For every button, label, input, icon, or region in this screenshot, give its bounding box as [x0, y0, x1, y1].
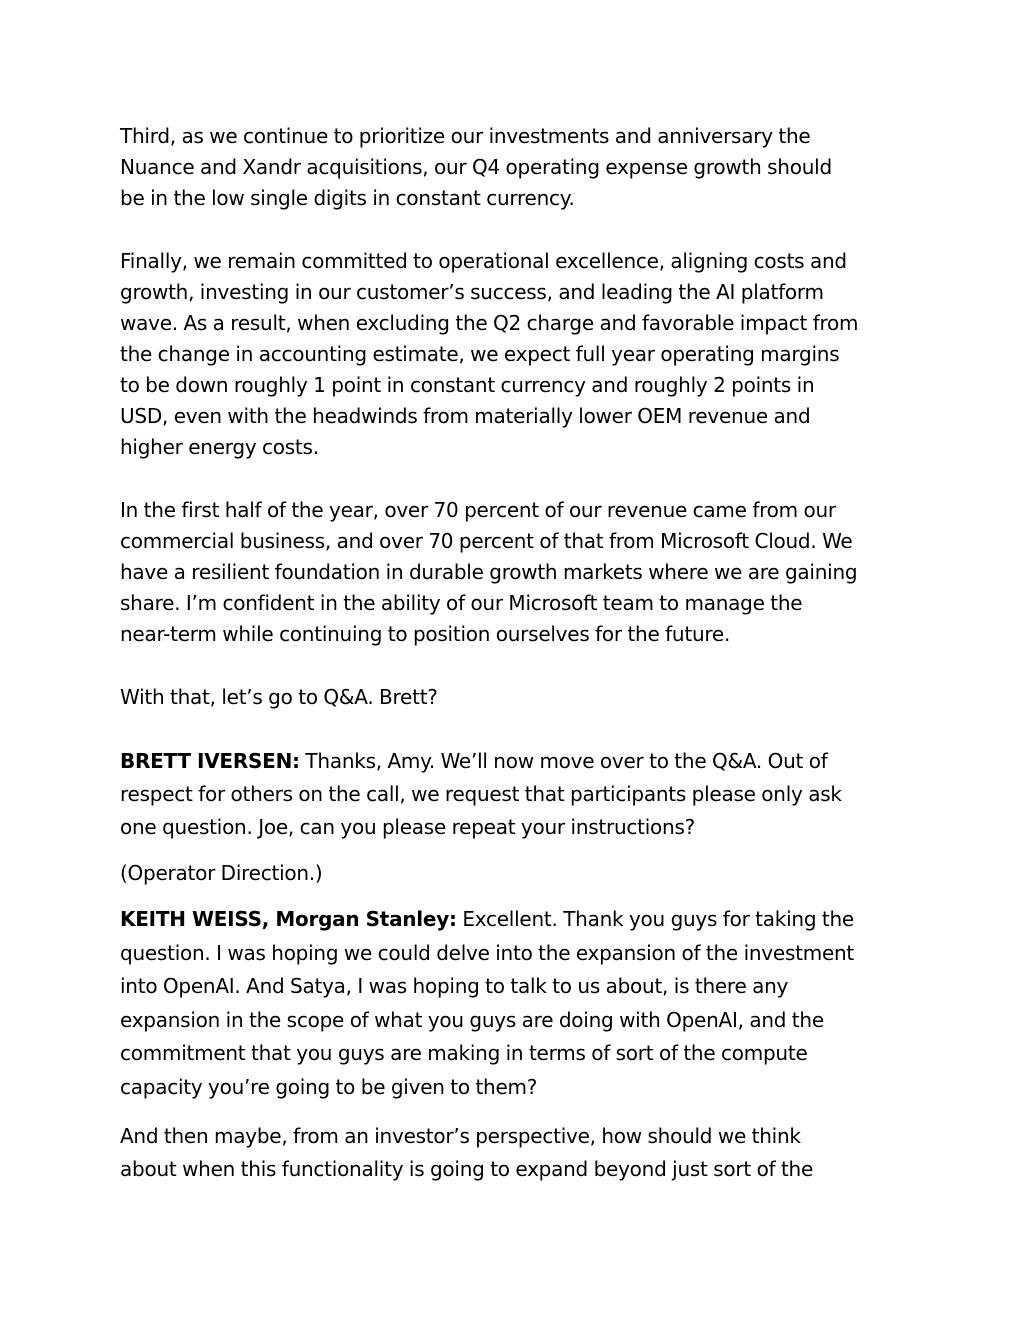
- paragraph-handoff: [120, 682, 905, 713]
- text-line: USD, even with the headwinds from materially lower OEM revenue and: [120, 404, 811, 428]
- text-line: In the first half of the year, over 70 percent of our revenue came from our: [120, 498, 836, 522]
- text-line: one question. Joe, can you please repeat your instructions?: [120, 815, 695, 839]
- text-line: Third, as we continue to prioritize our investments and anniversary the: [120, 124, 811, 148]
- text-line: wave. As a result, when excluding the Q2 charge and favorable impact from: [120, 311, 859, 335]
- text-line: share. I’m confident in the ability of our Microsoft team to manage the: [120, 591, 803, 615]
- speaker-text: Thanks, Amy. We’ll now move over to the Q&A. Out of: [299, 749, 828, 773]
- paragraph-first-half: [120, 495, 905, 650]
- speaker-text: Excellent. Thank you guys for taking the: [456, 907, 854, 931]
- text-line: be in the low single digits in constant currency.: [120, 186, 575, 210]
- text-line: With that, let’s go to Q&A. Brett?: [120, 685, 438, 709]
- text-line: into OpenAI. And Satya, I was hoping to talk to us about, is there any: [120, 974, 789, 998]
- text-line: commercial business, and over 70 percent of that from Microsoft Cloud. We: [120, 529, 853, 553]
- paragraph-opex: [120, 121, 905, 214]
- text-line: about when this functionality is going to expand beyond just sort of the: [120, 1157, 814, 1181]
- text-line: to be down roughly 1 point in constant currency and roughly 2 points in: [120, 373, 815, 397]
- text-line: commitment that you guys are making in terms of sort of the compute: [120, 1041, 808, 1065]
- text-line: [120, 745, 905, 778]
- speaker-name: KEITH WEISS, Morgan Stanley:: [120, 907, 457, 931]
- text-line: near-term while continuing to position ourselves for the future.: [120, 622, 731, 646]
- text-line: capacity you’re going to be given to them?: [120, 1074, 538, 1099]
- speaker-name: BRETT IVERSEN:: [120, 749, 300, 773]
- document-page: [120, 121, 905, 1186]
- text-line: Finally, we remain committed to operational excellence, aligning costs and: [120, 249, 847, 273]
- text-line: respect for others on the call, we request that participants please only ask: [120, 782, 842, 806]
- text-line: the change in accounting estimate, we expect full year operating margins: [120, 342, 840, 366]
- text-line: have a resilient foundation in durable growth markets where we are gaining: [120, 560, 858, 584]
- paragraph-investor-perspective: [120, 1120, 905, 1186]
- text-line: expansion in the scope of what you guys are doing with OpenAI, and the: [120, 1007, 824, 1032]
- text-line: growth, investing in our customer’s success, and leading the AI platform: [120, 280, 824, 304]
- paragraph-brett-iversen: [120, 745, 905, 844]
- text-line: higher energy costs.: [120, 435, 319, 459]
- paragraph-keith-weiss: [120, 903, 905, 1104]
- text-line: question. I was hoping we could delve into the expansion of the investment: [120, 940, 855, 965]
- text-line: And then maybe, from an investor’s perspective, how should we think: [120, 1124, 801, 1148]
- text-line: (Operator Direction.): [120, 861, 323, 885]
- paragraph-margins: [120, 246, 905, 463]
- text-line: Nuance and Xandr acquisitions, our Q4 operating expense growth should: [120, 155, 832, 179]
- paragraph-operator: [120, 858, 905, 889]
- text-line: [120, 903, 905, 937]
